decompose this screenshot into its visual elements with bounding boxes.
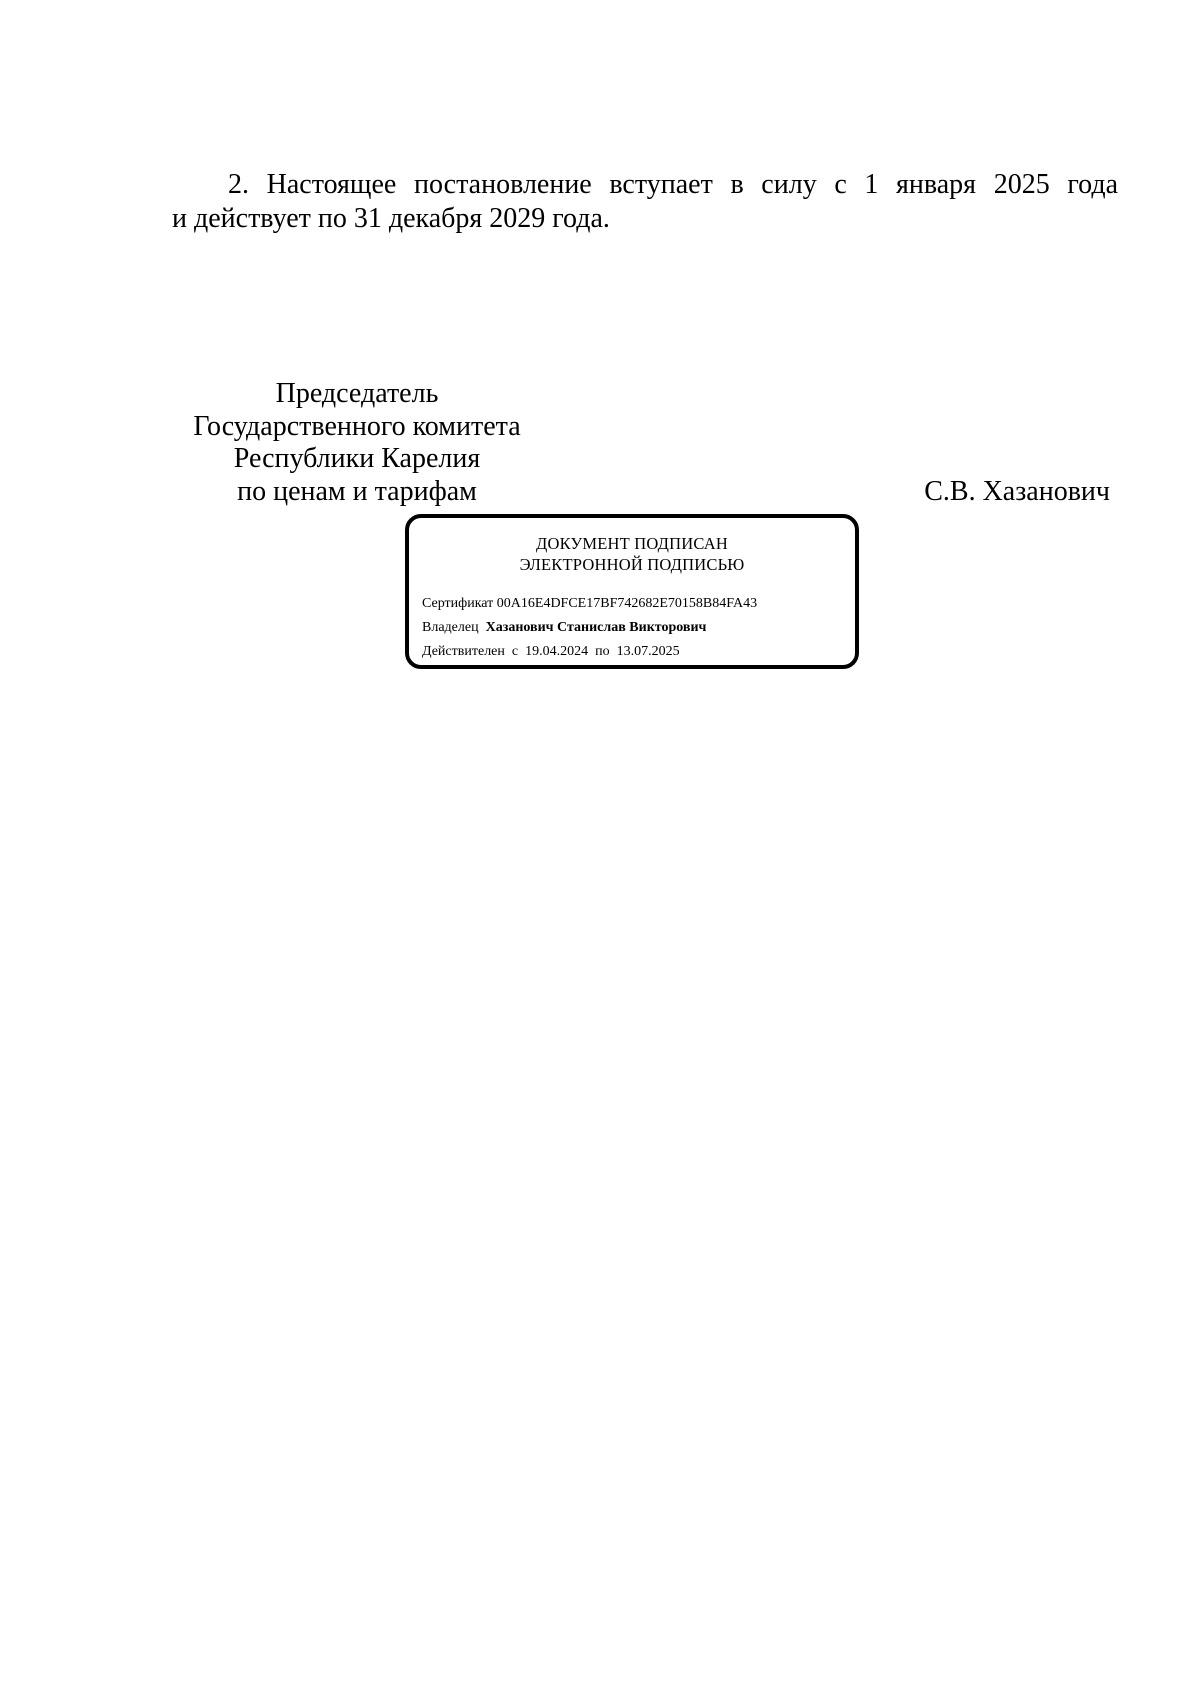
valid-from: 19.04.2024 <box>525 644 589 659</box>
electronic-signature-stamp <box>405 514 859 669</box>
stamp-heading-line: ЭЛЕКТРОННОЙ ПОДПИСЬЮ <box>519 555 745 574</box>
valid-to-label: по <box>595 644 610 659</box>
stamp-heading <box>409 533 855 575</box>
owner-value: Хазанович Станислав Викторович <box>485 620 707 635</box>
signatory-position <box>172 378 542 508</box>
signatory-name: С.В. Хазанович <box>924 476 1110 507</box>
signatory-position-line: Государственного комитета <box>193 410 521 442</box>
effective-date-paragraph <box>172 168 1118 236</box>
stamp-validity-line <box>422 643 680 661</box>
valid-label: Действителен с <box>422 644 519 659</box>
certificate-label: Сертификат <box>422 596 494 611</box>
stamp-owner-line <box>422 619 706 637</box>
signatory-position-line: Республики Карелия <box>233 443 481 474</box>
paragraph-line-2: и действует по 31 декабря 2029 года. <box>172 203 610 234</box>
signatory-position-line: по ценам и тарифам <box>237 475 477 507</box>
signatory-position-line: Председатель <box>275 378 439 409</box>
paragraph-line-1: 2. Настоящее постановление вступает в силу с 1 января 2025 года <box>228 169 1118 200</box>
stamp-certificate-line <box>422 595 757 613</box>
valid-to: 13.07.2025 <box>616 644 680 659</box>
owner-label: Владелец <box>422 620 479 635</box>
stamp-heading-line: ДОКУМЕНТ ПОДПИСАН <box>536 534 728 553</box>
certificate-value: 00A16E4DFCE17BF742682E70158B84FA43 <box>496 596 758 611</box>
